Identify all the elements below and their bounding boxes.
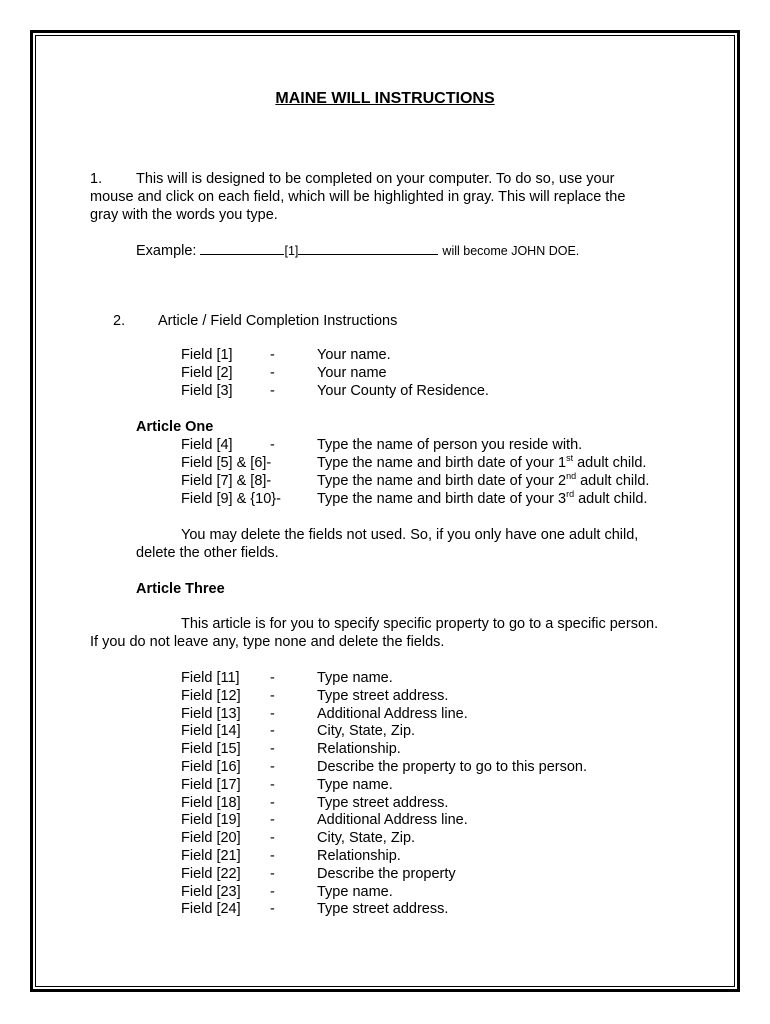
field-row xyxy=(0,454,770,472)
field-row xyxy=(0,883,770,901)
field-label: Field [15] xyxy=(181,741,241,758)
example-result: will become JOHN DOE. xyxy=(442,244,580,258)
field-description: Relationship. xyxy=(317,741,401,758)
article-one-heading: Article One xyxy=(136,419,214,435)
section2-heading: Article / Field Completion Instructions xyxy=(158,313,398,329)
field-description: Your County of Residence. xyxy=(317,383,489,399)
field-label: Field [16] xyxy=(181,759,241,775)
field-description: Your name. xyxy=(317,347,391,363)
field-dash: - xyxy=(270,812,275,829)
field-dash: - xyxy=(270,759,275,775)
field-row xyxy=(0,436,770,454)
field-label: Field [14] xyxy=(181,723,241,740)
field-label: Field [4] xyxy=(181,437,233,453)
field-description: Describe the property xyxy=(317,865,456,882)
field-description: Your name xyxy=(317,365,387,381)
field-row xyxy=(0,669,770,687)
field-dash: - xyxy=(270,383,275,399)
page-title: MAINE WILL INSTRUCTIONS xyxy=(275,90,495,107)
field-description: Type the name and birth date of your 3rd adult child. xyxy=(317,489,648,507)
field-row xyxy=(0,705,770,723)
field-dash: - xyxy=(270,741,275,758)
field-dash: - xyxy=(270,901,275,918)
field-row xyxy=(0,811,770,829)
field-dash: - xyxy=(270,437,275,453)
field-description: Relationship. xyxy=(317,848,401,864)
field-label: Field [5] & [6]- xyxy=(181,455,272,471)
field-description: Type street address. xyxy=(317,794,449,811)
field-dash: - xyxy=(270,365,275,381)
field-label: Field [9] & {10}- xyxy=(181,491,281,507)
field-label: Field [22] xyxy=(181,865,241,882)
field-description: Additional Address line. xyxy=(317,705,468,722)
field-label: Field [23] xyxy=(181,883,241,900)
field-label: Field [11] xyxy=(181,670,240,686)
example-blank-right xyxy=(298,242,438,255)
field-row xyxy=(0,490,770,508)
field-row xyxy=(0,776,770,794)
field-row xyxy=(0,687,770,705)
field-label: Field [17] xyxy=(181,776,241,793)
field-dash: - xyxy=(270,865,275,882)
field-row xyxy=(0,382,770,400)
field-description: City, State, Zip. xyxy=(317,830,416,847)
field-row xyxy=(0,346,770,364)
field-label: Field [7] & [8]- xyxy=(181,473,272,489)
example-blank-left xyxy=(200,242,284,255)
field-row xyxy=(0,740,770,758)
field-row xyxy=(0,364,770,382)
field-label: Field [3] xyxy=(181,383,233,399)
field-description: Type name. xyxy=(317,883,393,900)
field-dash: - xyxy=(270,776,275,793)
field-row xyxy=(0,794,770,812)
field-label: Field [2] xyxy=(181,365,233,381)
field-row xyxy=(0,865,770,883)
field-dash: - xyxy=(270,687,275,704)
field-description: Type street address. xyxy=(317,687,449,704)
article-one-note-line1: You may delete the fields not used. So, if you only have one adult child, xyxy=(181,527,639,543)
field-row xyxy=(0,472,770,490)
field-label: Field [1] xyxy=(181,347,233,363)
section1-line3: gray with the words you type. xyxy=(90,207,278,223)
field-description: Type name. xyxy=(317,670,393,686)
field-row xyxy=(0,900,770,918)
field-description: Describe the property to go to this person. xyxy=(317,759,588,775)
field-row xyxy=(0,847,770,865)
field-row xyxy=(0,722,770,740)
article-three-intro-line2: If you do not leave any, type none and delete the fields. xyxy=(90,634,445,650)
field-description: Type the name of person you reside with. xyxy=(317,437,583,453)
article-three-intro-line1: This article is for you to specify specific property to go to a specific person. xyxy=(181,616,659,632)
field-description: Type name. xyxy=(317,776,393,793)
section1-number: 1. xyxy=(90,171,103,187)
field-label: Field [20] xyxy=(181,830,241,847)
field-dash: - xyxy=(270,883,275,900)
field-label: Field [24] xyxy=(181,901,241,918)
article-one-note-line2: delete the other fields. xyxy=(136,545,279,561)
field-description: City, State, Zip. xyxy=(317,723,416,740)
section1-line1: This will is designed to be completed on your computer. To do so, use your xyxy=(136,171,615,187)
field-dash: - xyxy=(270,705,275,722)
section1-line2: mouse and click on each field, which will be highlighted in gray. This will replace the xyxy=(90,189,626,205)
example-line xyxy=(136,242,579,260)
field-dash: - xyxy=(270,723,275,740)
field-row xyxy=(0,829,770,847)
section2-number: 2. xyxy=(113,313,126,329)
field-dash: - xyxy=(270,670,275,686)
example-label: Example: xyxy=(136,243,197,259)
field-dash: - xyxy=(270,347,275,363)
article-three-heading: Article Three xyxy=(136,581,225,597)
field-label: Field [13] xyxy=(181,705,241,722)
field-description: Type the name and birth date of your 1st adult child. xyxy=(317,453,647,471)
field-dash: - xyxy=(270,848,275,864)
field-dash: - xyxy=(270,794,275,811)
example-field: [1] xyxy=(284,244,299,258)
field-label: Field [19] xyxy=(181,812,241,829)
field-description: Type the name and birth date of your 2nd adult child. xyxy=(317,471,650,489)
field-label: Field [21] xyxy=(181,848,241,864)
field-description: Additional Address line. xyxy=(317,812,468,829)
field-dash: - xyxy=(270,830,275,847)
field-description: Type street address. xyxy=(317,901,449,918)
field-row xyxy=(0,758,770,776)
field-label: Field [18] xyxy=(181,794,241,811)
field-label: Field [12] xyxy=(181,687,241,704)
